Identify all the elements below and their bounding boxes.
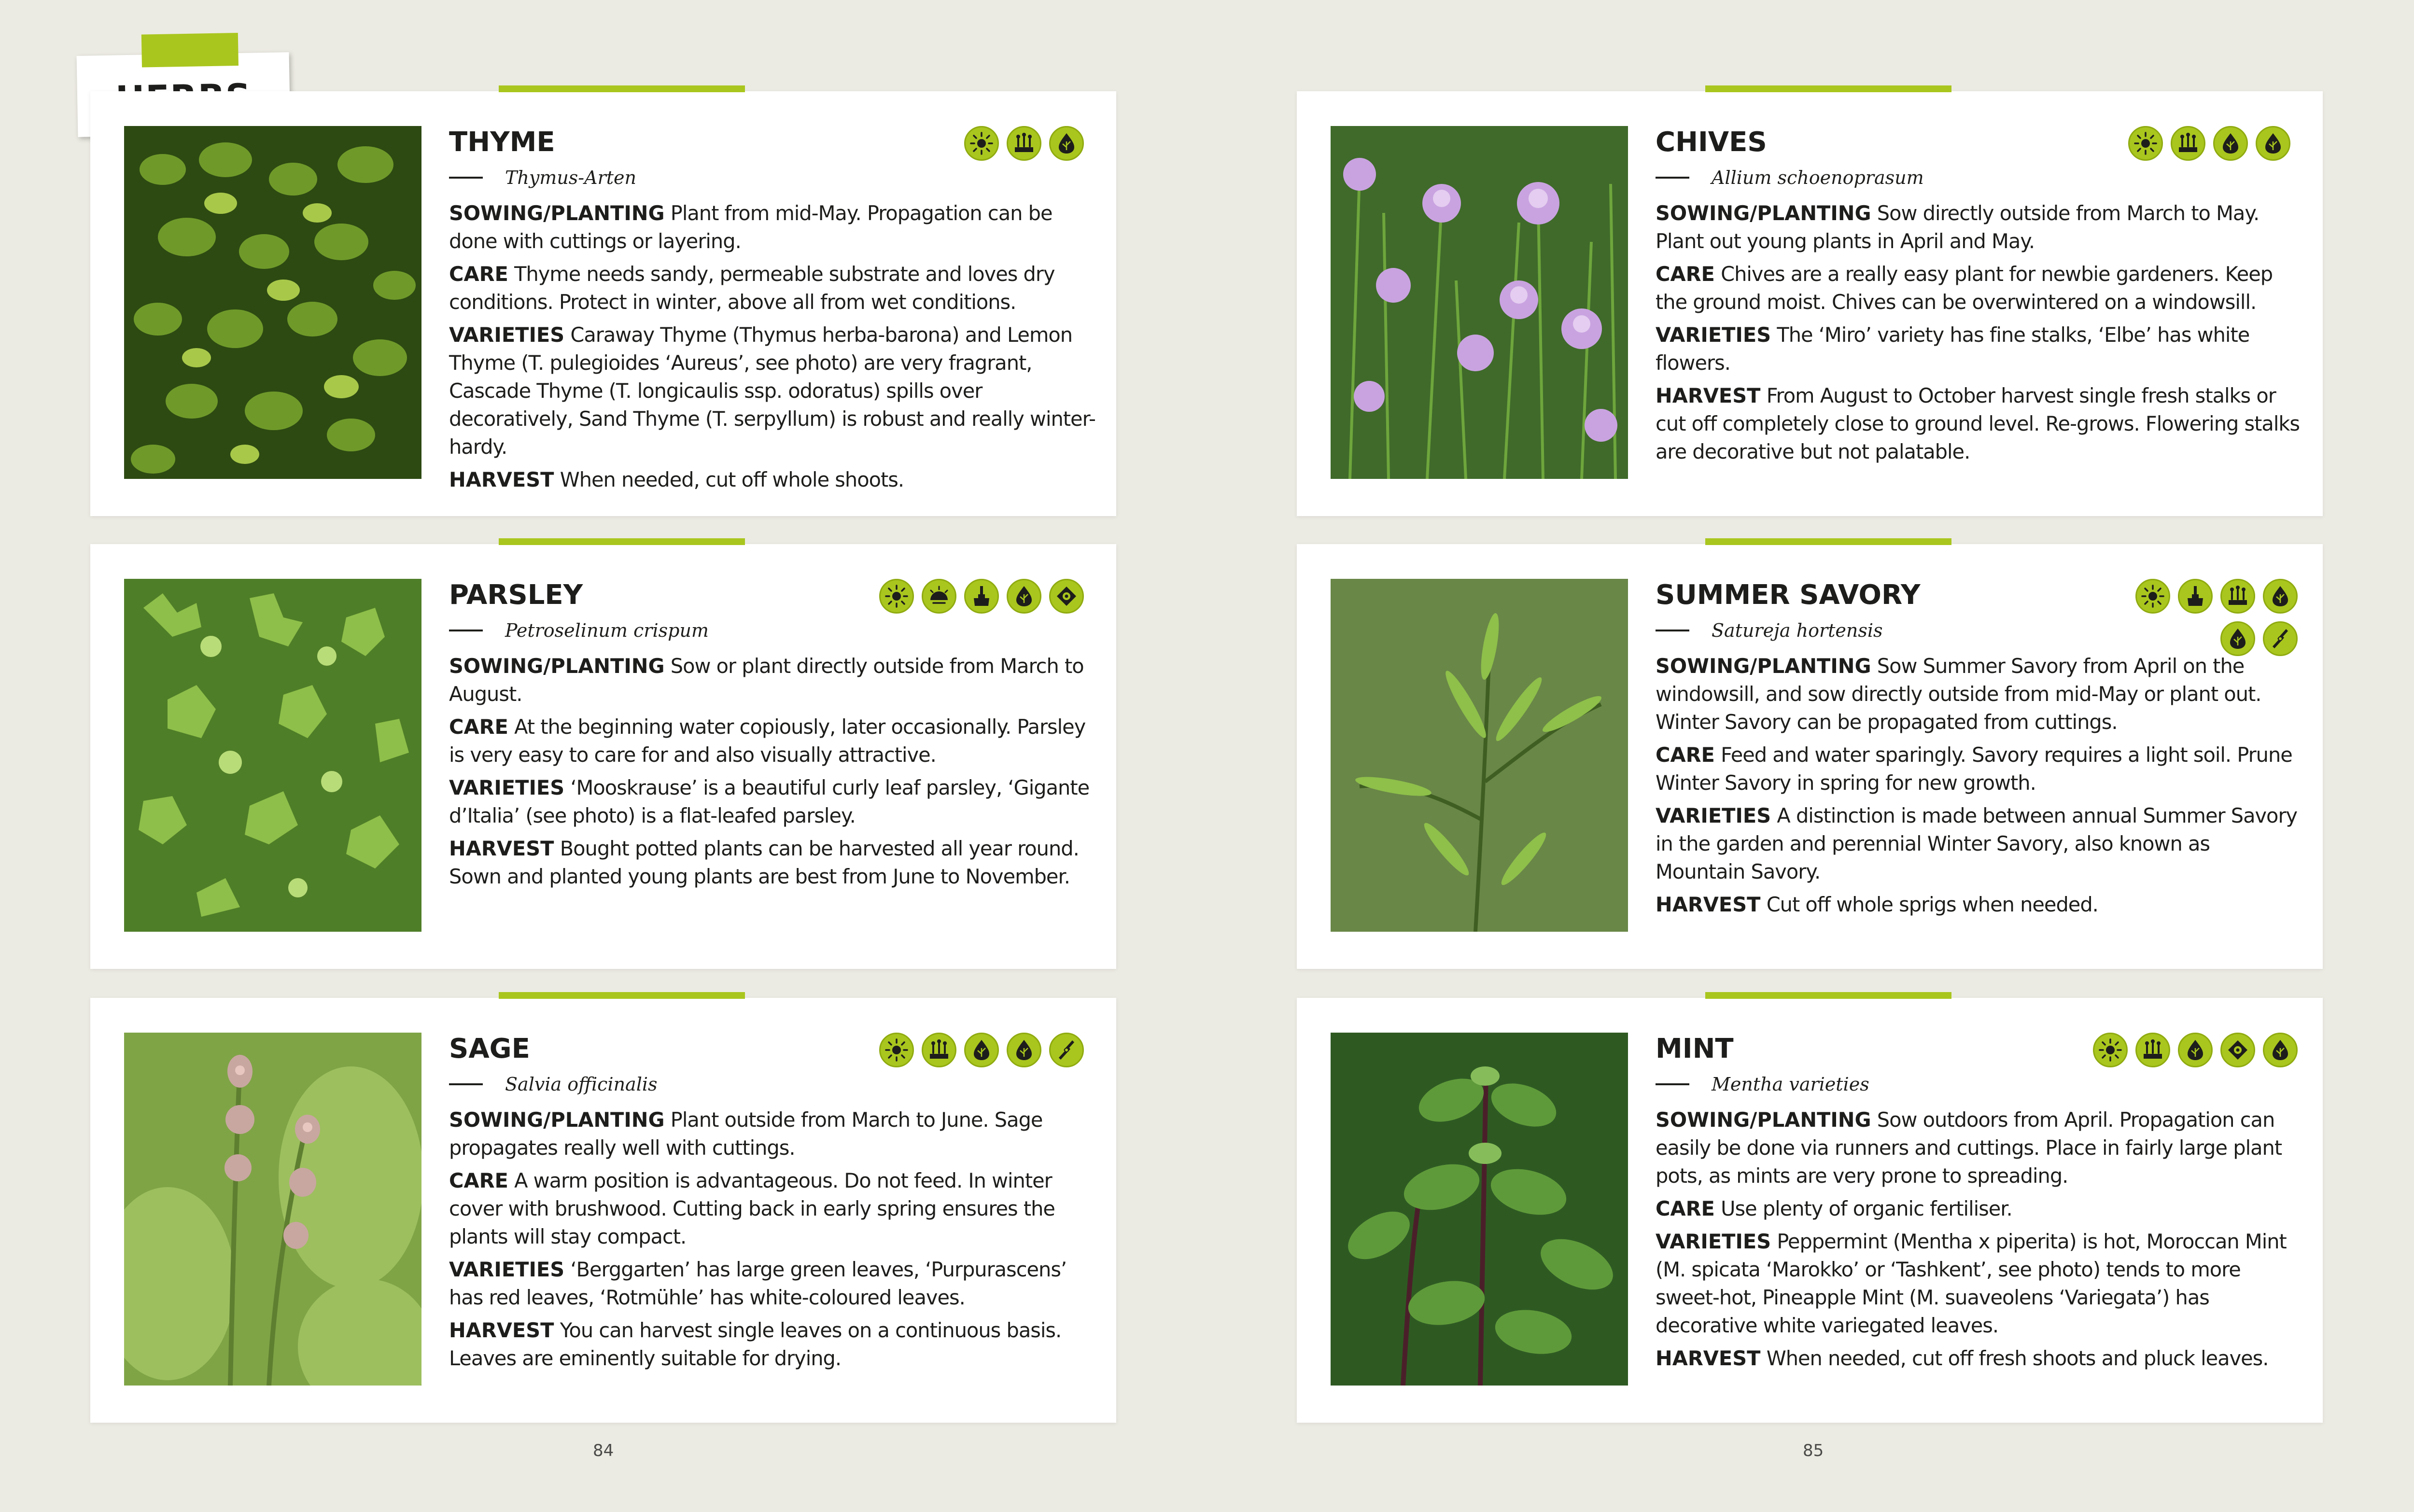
section-heading: CARE [449,1169,508,1192]
section-text: ‘Mooskrause’ is a beautiful curly leaf parsley, ‘Gigante d’Italia’ (see photo) is a flat-leafed parsley. [449,776,1090,827]
card-accent-bar [1705,85,1951,92]
section-text: Peppermint (Mentha x piperita) is hot, Moroccan Mint (M. spicata ‘Marokko’ or ‘Tashkent’, see photo) tends to more sweet-hot, Pineapple Mint (M. suaveolens ‘Variegata’) has decorative white variegated leaves. [1656,1230,2287,1337]
section-text: A warm position is advantageous. Do not feed. In winter cover with brushwood. Cutting back in early spring ensures the plants will stay compact. [449,1169,1055,1248]
section-harvest [1656,891,2302,919]
herb-sections [1656,1106,2302,1372]
latin-name: Salvia officinalis [505,1074,658,1095]
page-number-left: 84 [593,1441,614,1460]
herb-sections [1656,652,2302,919]
chives-photo [1331,126,1628,479]
herb-name: THYME [449,126,555,158]
section-heading: SOWING/PLANTING [449,654,665,678]
section-heading: CARE [1656,1197,1715,1220]
latin-name: Satureja hortensis [1712,620,1883,641]
section-varieties [449,774,1096,830]
section-harvest [1656,382,2302,466]
section-text: Thyme needs sandy, permeable substrate and loves dry conditions. Protect in winter, above all from wet conditions. [449,262,1055,314]
thyme-photo [124,126,421,479]
section-text: Sow directly outside from March to May. Plant out young plants in April and May. [1656,201,2260,253]
section-heading: HARVEST [1656,384,1761,407]
section-heading: HARVEST [449,1318,554,1342]
section-text: Plant from mid-May. Propagation can be done with cuttings or layering. [449,201,1053,253]
sage-photo [124,1033,421,1386]
herb-card-thyme [90,91,1116,516]
card-content [1656,125,2302,466]
card-accent-bar [1705,538,1951,545]
section-heading: VARIETIES [449,1258,565,1281]
section-text: Sow Summer Savory from April on the windowsill, and sow directly outside from mid-May or plant out. Winter Savory can be propagated from cuttings. [1656,654,2261,734]
latin-dash [1656,630,1689,631]
section-text: Feed and water sparingly. Savory requires a light soil. Prune Winter Savory in spring for new growth. [1656,743,2292,795]
section-text: From August to October harvest single fresh stalks or cut off completely close to ground level. Re-grows. Flowering stalks are decorative but not palatable. [1656,384,2300,463]
section-heading: SOWING/PLANTING [1656,1108,1871,1132]
section-text: Bought potted plants can be harvested all year round. Sown and planted young plants are best from June to November. [449,837,1079,888]
section-text: A distinction is made between annual Summer Savory in the garden and perennial Winter Savory, also known as Mountain Savory. [1656,804,2298,883]
section-heading: SOWING/PLANTING [1656,654,1871,678]
section-heading: VARIETIES [1656,323,1771,347]
section-text: When needed, cut off fresh shoots and pluck leaves. [1766,1346,2269,1370]
section-heading: HARVEST [1656,1346,1761,1370]
herb-sections [449,652,1096,891]
tab-accent-swatch [141,33,239,67]
latin-name: Thymus-Arten [505,167,636,188]
section-varieties [449,321,1096,461]
summer-savory-photo [1331,579,1628,932]
card-content [1656,1032,2302,1372]
section-text: You can harvest single leaves on a continuous basis. Leaves are eminently suitable for drying. [449,1318,1062,1370]
card-accent-bar [499,992,745,999]
herb-card-sage [90,998,1116,1423]
section-heading: CARE [1656,743,1715,767]
section-heading: SOWING/PLANTING [449,201,665,225]
section-sowing-planting [1656,1106,2302,1190]
card-content [449,578,1096,891]
latin-name-row [1656,1067,2302,1101]
latin-name: Allium schoenoprasum [1712,167,1924,188]
section-varieties [1656,1228,2302,1340]
section-heading: CARE [449,715,508,739]
section-care [1656,1195,2302,1223]
herb-card-summer-savory [1297,544,2323,969]
section-heading: HARVEST [1656,893,1761,916]
card-content [1656,578,2302,919]
section-heading: HARVEST [449,837,554,860]
herb-name: MINT [1656,1033,1734,1064]
section-varieties [1656,802,2302,886]
section-heading: VARIETIES [449,776,565,799]
card-accent-bar [1705,992,1951,999]
latin-name-row [449,161,1096,195]
section-heading: VARIETIES [1656,804,1771,827]
section-harvest [449,1316,1096,1372]
section-heading: CARE [449,262,508,286]
section-heading: HARVEST [449,468,554,491]
latin-name-row [1656,614,2302,647]
section-heading: VARIETIES [1656,1230,1771,1253]
latin-dash [449,630,483,631]
section-heading: VARIETIES [449,323,565,347]
section-text: When needed, cut off whole shoots. [560,468,904,491]
section-text: Sow outdoors from April. Propagation can easily be done via runners and cuttings. Place in fairly large plant pots, as mints are very prone to spreading. [1656,1108,2282,1188]
herb-name: SUMMER SAVORY [1656,579,1921,611]
latin-name-row [449,614,1096,647]
section-text: Use plenty of organic fertiliser. [1721,1197,2012,1220]
card-accent-bar [499,538,745,545]
latin-dash [1656,177,1689,179]
latin-name-row [449,1067,1096,1101]
section-varieties [449,1256,1096,1312]
mint-photo [1331,1033,1628,1386]
section-text: Plant outside from March to June. Sage propagates really well with cuttings. [449,1108,1043,1160]
section-harvest [449,466,1096,494]
herb-sections [449,199,1096,494]
parsley-photo [124,579,421,932]
latin-name: Petroselinum crispum [505,620,709,641]
section-text: Chives are a really easy plant for newbie gardeners. Keep the ground moist. Chives can be overwintered on a windowsill. [1656,262,2273,314]
section-care [449,713,1096,769]
section-care [449,1167,1096,1251]
latin-dash [449,177,483,179]
section-varieties [1656,321,2302,377]
section-sowing-planting [449,1106,1096,1162]
card-content [449,1032,1096,1372]
section-text: At the beginning water copiously, later occasionally. Parsley is very easy to care for and also visually attractive. [449,715,1086,767]
section-heading: CARE [1656,262,1715,286]
herb-name: CHIVES [1656,126,1767,158]
section-text: The ‘Miro’ variety has fine stalks, ‘Elbe’ has white flowers. [1656,323,2250,375]
section-text: Caraway Thyme (Thymus herba-barona) and Lemon Thyme (T. pulegioides ‘Aureus’, see photo) are very fragrant, Cascade Thyme (T. longicaulis ssp. odoratus) spills over decoratively, Sand Thyme (T. serpyllum) is robust and really winter-hardy. [449,323,1095,459]
latin-name: Mentha varieties [1712,1074,1869,1095]
card-accent-bar [499,85,745,92]
section-sowing-planting [449,199,1096,255]
section-heading: SOWING/PLANTING [449,1108,665,1132]
section-care [1656,260,2302,316]
section-care [449,260,1096,316]
herb-card-mint [1297,998,2323,1423]
section-care [1656,741,2302,797]
section-text: ‘Berggarten’ has large green leaves, ‘Purpurascens’ has red leaves, ‘Rotmühle’ has white-coloured leaves. [449,1258,1067,1309]
section-harvest [1656,1344,2302,1372]
section-sowing-planting [449,652,1096,708]
herb-name: PARSLEY [449,579,583,611]
section-harvest [449,835,1096,891]
latin-dash [449,1083,483,1085]
latin-dash [1656,1083,1689,1085]
herb-sections [1656,199,2302,466]
section-sowing-planting [1656,652,2302,736]
herb-name: SAGE [449,1033,530,1064]
herb-card-parsley [90,544,1116,969]
section-text: Sow or plant directly outside from March to August. [449,654,1084,706]
section-heading: SOWING/PLANTING [1656,201,1871,225]
page-number-right: 85 [1803,1441,1824,1460]
card-content [449,125,1096,494]
herb-sections [449,1106,1096,1372]
latin-name-row [1656,161,2302,195]
section-sowing-planting [1656,199,2302,255]
herb-card-chives [1297,91,2323,516]
section-text: Cut off whole sprigs when needed. [1766,893,2098,916]
